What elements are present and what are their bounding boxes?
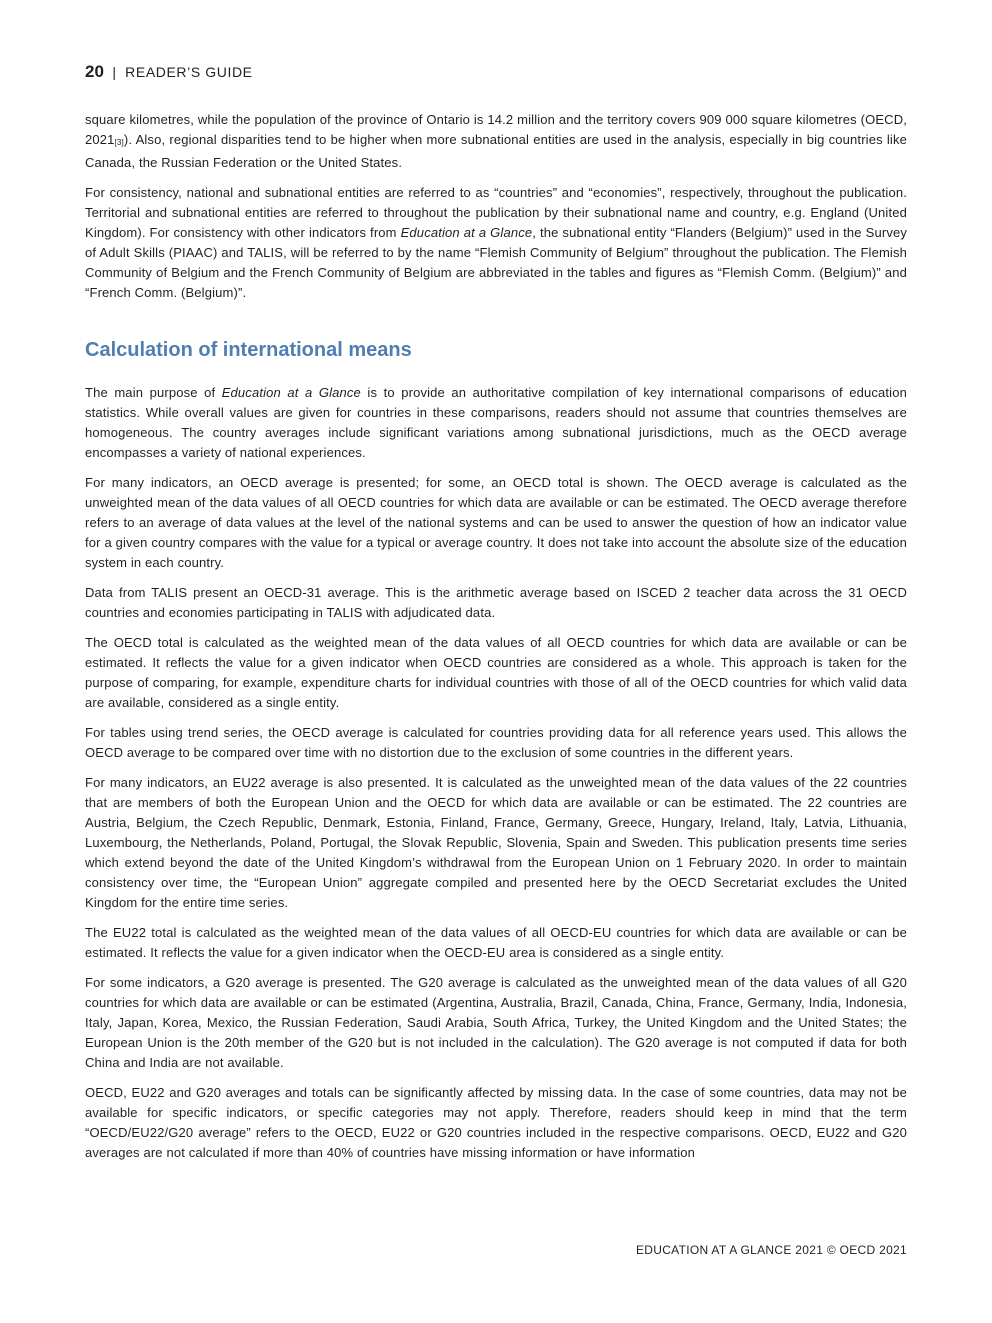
section-title: READER’S GUIDE bbox=[125, 64, 253, 80]
running-header bbox=[85, 62, 253, 82]
paragraph-text: square kilometres, while the population of the province of Ontario is 14.2 million and the territory covers 909 000 square kilometres (OECD, 2021 bbox=[85, 112, 907, 147]
running-footer: EDUCATION AT A GLANCE 2021 © OECD 2021 bbox=[635, 1243, 907, 1257]
paragraph-text: The main purpose of bbox=[85, 385, 222, 400]
paragraph-text: , the subnational entity “Flanders (Belgium)” used in the Survey of Adult Skills (PIAAC) and TALIS, will be referred to by the name “Flemish Community of Belgium” throughout the publication. The Flemish Community of Belgium and the French Community of Belgium are abbreviated in the tables and figures as “Flemish Comm. (Belgium)” and “French Comm. (Belgium)”. bbox=[85, 225, 907, 300]
paragraph-text: For consistency, national and subnational entities are referred to as “countries” and “economies”, respectively, throughout the publication. Territorial and subnational entities are referred to throughout the publication by their subnational name and country, e.g. England (United Kingdom). For consistency with other indicators from bbox=[85, 185, 907, 240]
paragraph-eu22-average: For many indicators, an EU22 average is also presented. It is calculated as the unweighted mean of the data values of the 22 countries that are members of both the European Union and the OECD for which data are available or can be estimated. The 22 countries are Austria, Belgium, the Czech Republic, Denmark, Estonia, Finland, France, Germany, Greece, Hungary, Ireland, Italy, Latvia, Lithuania, Luxembourg, the Netherlands, Poland, Portugal, the Slovak Republic, Slovenia, Spain and Sweden. This publication presents time series which extend beyond the date of the United Kingdom’s withdrawal from the European Union on 1 February 2020. In order to maintain consistency over time, the “European Union” aggregate compiled and presented here by the OECD Secretariat excludes the United Kingdom for the entire time series. bbox=[85, 775, 907, 910]
page-body bbox=[85, 110, 907, 1173]
paragraph-ontario bbox=[85, 110, 907, 173]
header-separator: | bbox=[112, 64, 117, 80]
paragraph-oecd-total: The OECD total is calculated as the weighted mean of the data values of all OECD countries for which data are available or can be estimated. It reflects the value for a given indicator when OECD countries are considered as a whole. This approach is taken for the purpose of comparing, for example, expenditure charts for individual countries with those of all of the OECD countries for which valid data are available, considered as a single entity. bbox=[85, 635, 907, 710]
page-number: 20 bbox=[85, 62, 104, 81]
reference-marker[interactable]: [3] bbox=[114, 138, 124, 147]
publication-title: Education at a Glance bbox=[221, 385, 361, 400]
paragraph-text: ). Also, regional disparities tend to be higher when more subnational entities are used in the analysis, especially in big countries like Canada, the Russian Federation or the United States. bbox=[85, 132, 907, 170]
publication-title: Education at a Glance bbox=[400, 225, 533, 240]
paragraph-eu22-total: The EU22 total is calculated as the weighted mean of the data values of all OECD-EU countries for which data are available or can be estimated. It reflects the value for a given indicator when the OECD-EU area is considered as a single entity. bbox=[85, 925, 907, 960]
paragraph-missing-data: OECD, EU22 and G20 averages and totals can be significantly affected by missing data. In the case of some countries, data may not be available for specific indicators, or specific categories may not apply. Therefore, readers should keep in mind that the term “OECD/EU22/G20 average” refers to the OECD, EU22 or G20 countries included in the respective comparisons. OECD, EU22 and G20 averages are not calculated if more than 40% of countries have missing information or have information bbox=[85, 1085, 907, 1160]
paragraph-talis: Data from TALIS present an OECD-31 average. This is the arithmetic average based on ISCED 2 teacher data across the 31 OECD countries and economies participating in TALIS with adjudicated data. bbox=[85, 585, 907, 620]
paragraph-trend-series: For tables using trend series, the OECD average is calculated for countries providing data for all reference years used. This allows the OECD average to be compared over time with no distortion due to the exclusion of some countries in the different years. bbox=[85, 725, 907, 760]
paragraph-main-purpose bbox=[85, 383, 907, 463]
paragraph-consistency bbox=[85, 183, 907, 303]
section-heading: Calculation of international means bbox=[85, 339, 412, 361]
paragraph-text: is to provide an authoritative compilation of key international comparisons of education statistics. While overall values are given for countries in these comparisons, readers should not assume that countries themselves are homogeneous. The country averages include significant variations among subnational jurisdictions, much as the OECD average encompasses a variety of national experiences. bbox=[85, 385, 907, 460]
paragraph-g20-average: For some indicators, a G20 average is presented. The G20 average is calculated as the unweighted mean of the data values of all G20 countries for which data are available or can be estimated (Argentina, Australia, Brazil, Canada, China, France, Germany, India, Indonesia, Italy, Japan, Korea, Mexico, the Russian Federation, Saudi Arabia, South Africa, Turkey, the United Kingdom and the United States; the European Union is the 20th member of the G20 but is not included in the calculation). The G20 average is not computed if data for both China and India are not available. bbox=[85, 975, 907, 1070]
paragraph-oecd-average: For many indicators, an OECD average is presented; for some, an OECD total is shown. The OECD average is calculated as the unweighted mean of the data values of all OECD countries for which data are available or can be estimated. The OECD average therefore refers to an average of data values at the level of the national systems and can be used to answer the question of how an indicator value for a given country compares with the value for a typical or average country. It does not take into account the absolute size of the education system in each country. bbox=[85, 475, 907, 570]
